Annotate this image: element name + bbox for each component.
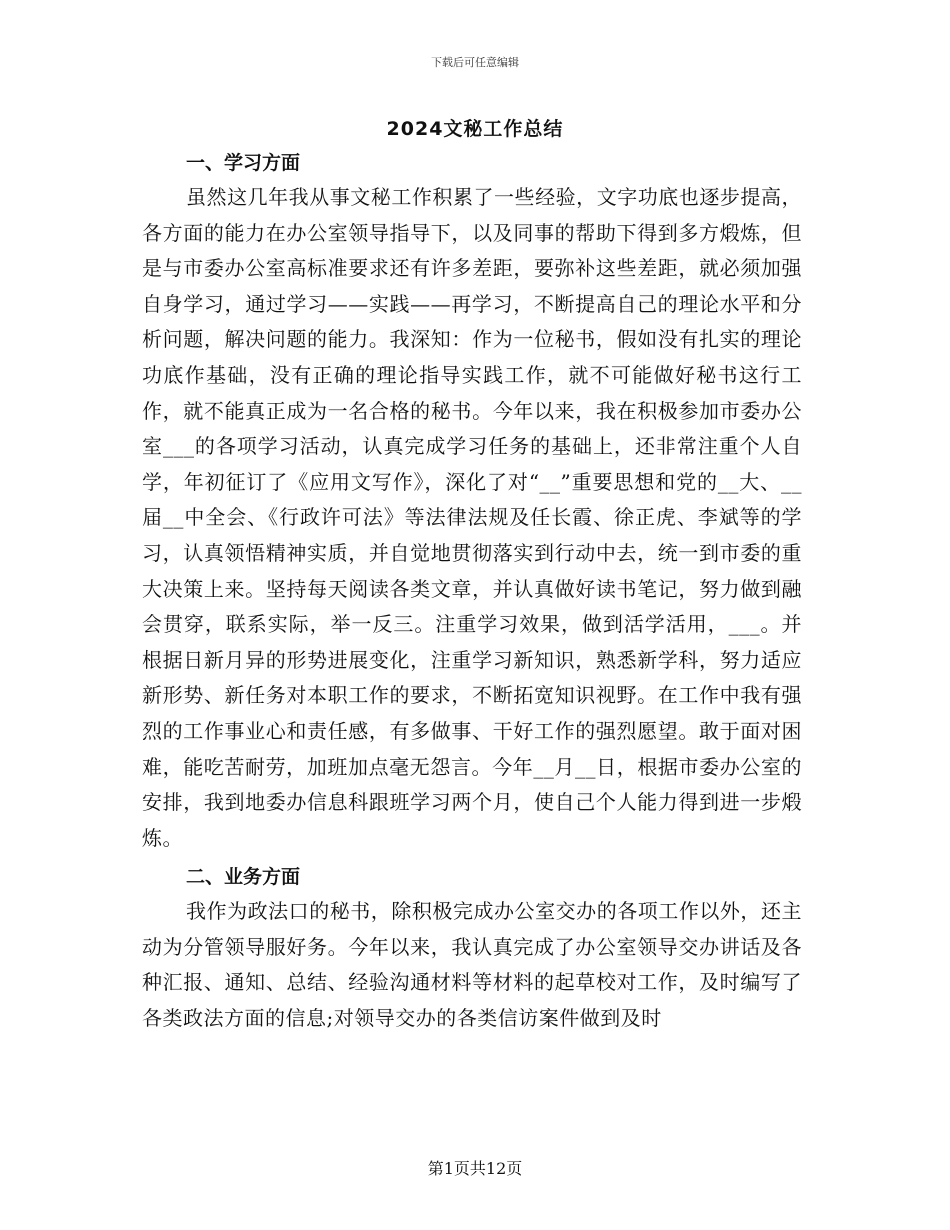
section-heading-study: 一、学习方面 <box>186 152 301 174</box>
page-number-footer: 第1页共12页 <box>427 1159 523 1178</box>
document-title: 2024文秘工作总结 <box>386 118 564 140</box>
document-body <box>142 146 802 1037</box>
section-paragraph-study: 虽然这几年我从事文秘工作积累了一些经验，文字功底也逐步提高，各方面的能力在办公室领导指导下，以及同事的帮助下得到多方煅炼，但是与市委办公室高标准要求还有许多差距，要弥补这些差距，就必须加强自身学习，通过学习——实践——再学习，不断提高自己的理论水平和分析问题，解决问题的能力。我深知：作为一位秘书，假如没有扎实的理论功底作基础，没有正确的理论指导实践工作，就不可能做好秘书这行工作，就不能真正成为一名合格的秘书。今年以来，我在积极参加市委办公室___的各项学习活动，认真完成学习任务的基础上，还非常注重个人自学，年初征订了《应用文写作》，深化了对“__”重要思想和党的__大、__届__中全会、《行政许可法》等法律法规及任长霞、徐正虎、李斌等的学习，认真领悟精神实质，并自觉地贯彻落实到行动中去，统一到市委的重大决策上来。坚持每天阅读各类文章，并认真做好读书笔记，努力做到融会贯穿，联系实际，举一反三。注重学习效果，做到活学活用，___。并根据日新月异的形势进展变化，注重学习新知识，熟悉新学科，努力适应新形势、新任务对本职工作的要求，不断拓宽知识视野。在工作中我有强烈的工作事业心和责任感，有多做事、干好工作的强烈愿望。敢于面对困难，能吃苦耐劳，加班加点毫无怨言。今年__月__日，根据市委办公室的安排，我到地委办信息科跟班学习两个月，使自己个人能力得到进一步煅炼。 <box>142 185 802 850</box>
section-paragraph-business: 我作为政法口的秘书，除积极完成办公室交办的各项工作以外，还主动为分管领导服好务。今年以来，我认真完成了办公室领导交办讲话及各种汇报、通知、总结、经验沟通材料等材料的起草校对工作，及时编写了各类政法方面的信息;对领导交办的各类信访案件做到及时 <box>142 899 802 1031</box>
section-heading-business: 二、业务方面 <box>186 866 301 889</box>
page-header-note: 下载后可任意编辑 <box>431 56 519 69</box>
